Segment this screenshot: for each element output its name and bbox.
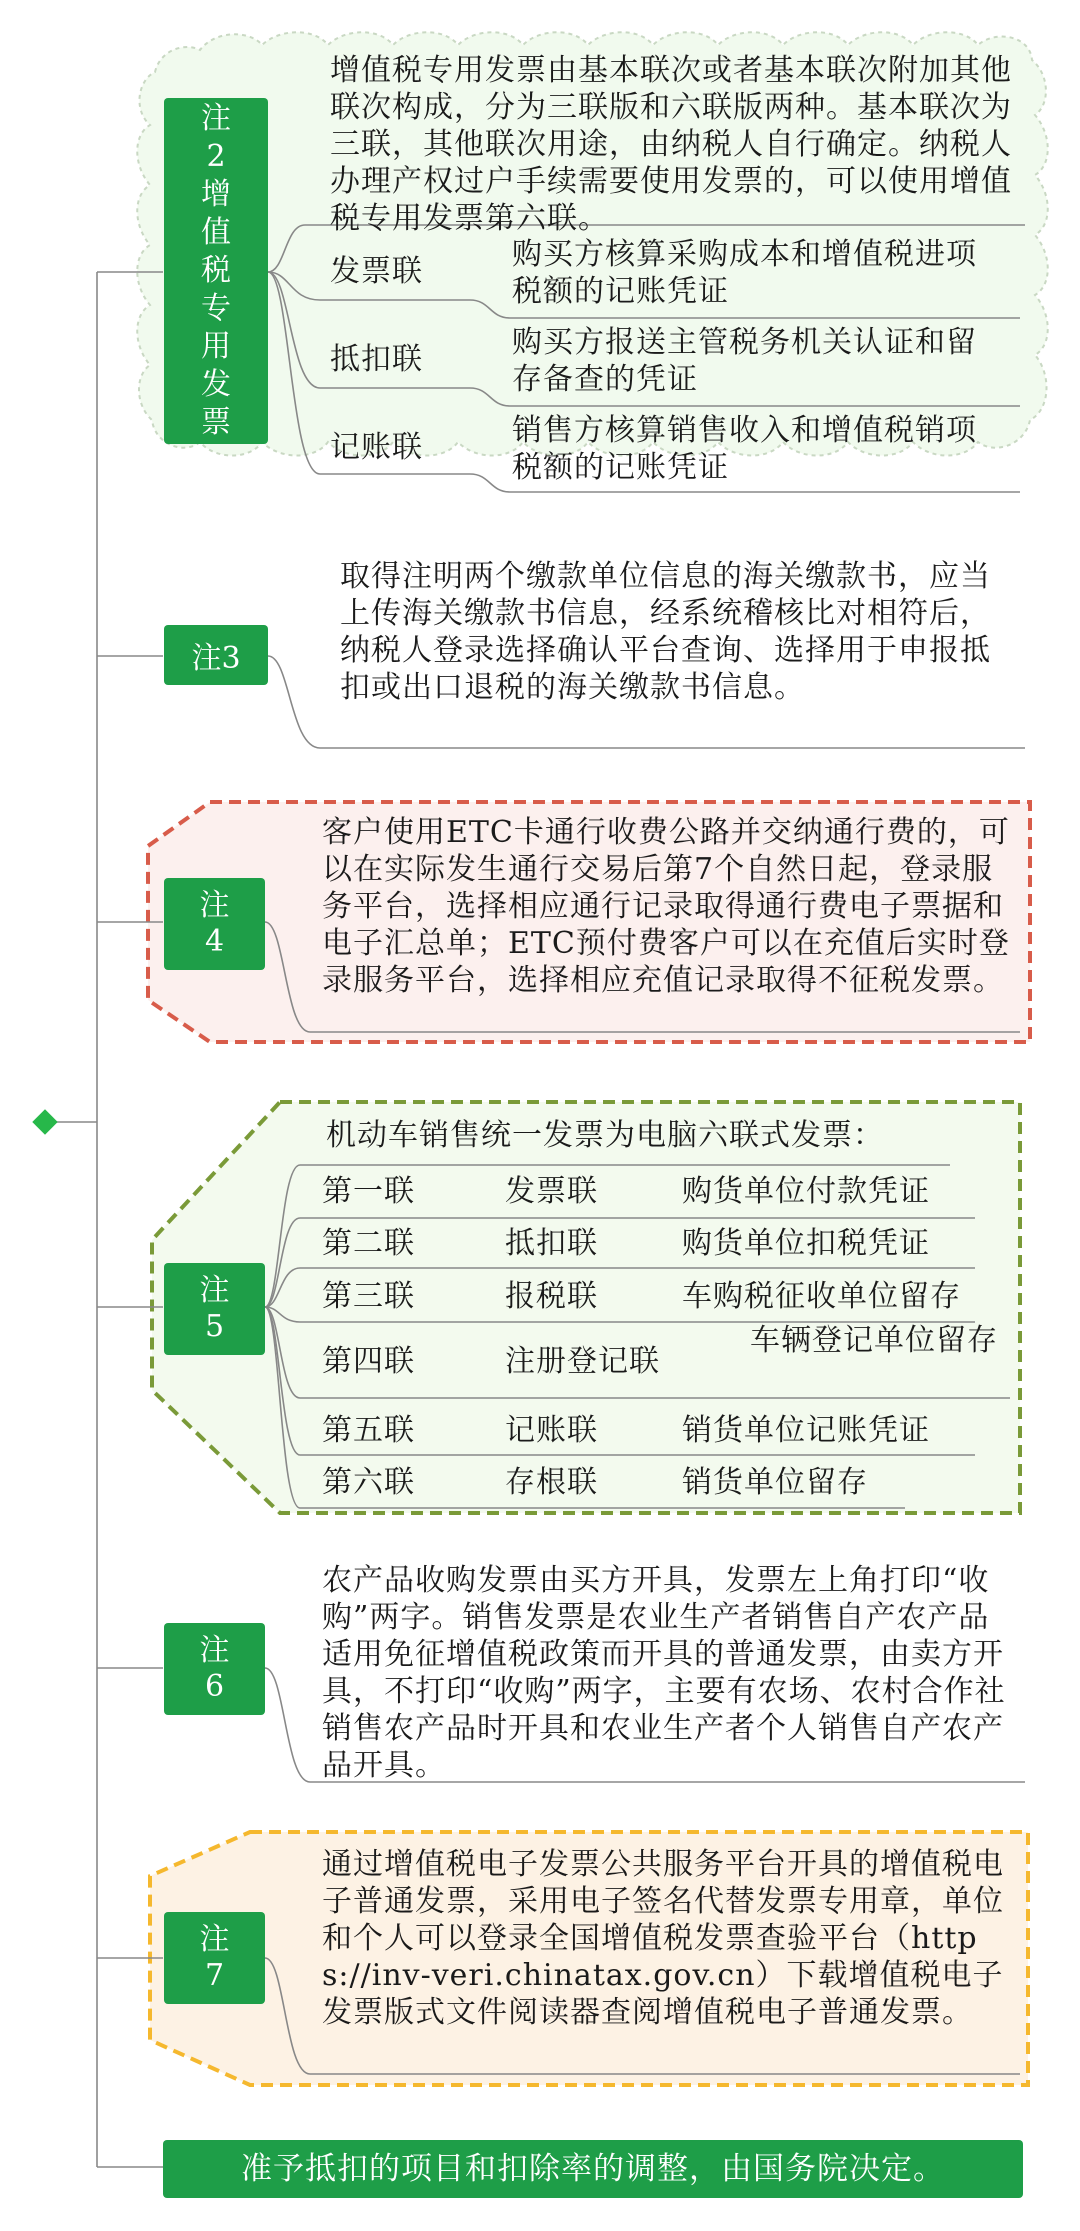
- note3-tag: 注3: [164, 625, 268, 685]
- note4-text: 客户使用ETC卡通行收费公路并交纳通行费的，可以在实际发生通行交易后第7个自然日起，登录服务平台，选择相应通行记录取得通行费电子票据和电子汇总单；ETC预付费客户可以在充值后实时登录服务平台，选择相应充值记录取得不征税发票。: [322, 815, 1010, 998]
- note2-item-desc: 购买方核算采购成本和增值税进项税额的记账凭证: [512, 237, 977, 309]
- note4-tag-line2: 4: [204, 924, 225, 959]
- note2-tag-char: 税: [201, 253, 231, 288]
- note4-tag: [164, 878, 265, 970]
- note5-row-c1: 第四联: [322, 1344, 415, 1379]
- note6-tag: [164, 1623, 265, 1715]
- note2-tag-char: 注: [201, 101, 231, 136]
- note2-tag-char: 票: [201, 405, 231, 440]
- note5-tag-line1: 注: [199, 1273, 230, 1308]
- note6-tag-line2: 6: [204, 1669, 225, 1704]
- note2-tag-char: 专: [201, 291, 231, 326]
- note2-tag-char: 增: [201, 177, 231, 212]
- note2-item-name: 发票联: [330, 254, 423, 289]
- note2-item-name: 记账联: [330, 430, 423, 465]
- note5-row-c2: 记账联: [505, 1413, 598, 1448]
- note5-tag: [164, 1263, 265, 1355]
- note5-row-c1: 第二联: [322, 1226, 415, 1261]
- note2-tag-char: 发: [201, 367, 231, 402]
- note5-row-c3: 销货单位记账凭证: [682, 1413, 930, 1448]
- note5-heading: 机动车销售统一发票为电脑六联式发票：: [326, 1118, 884, 1153]
- note5-row-c3: 车辆登记单位留存: [750, 1323, 998, 1358]
- note2-tag: [164, 98, 268, 444]
- note2-tag-char: 用: [201, 329, 231, 364]
- note5-row-c1: 第六联: [322, 1465, 415, 1500]
- note5-row-c2: 报税联: [505, 1279, 598, 1314]
- note3-text: 取得注明两个缴款单位信息的海关缴款书，应当上传海关缴款书信息，经系统稽核比对相符后，纳税人登录选择确认平台查询、选择用于申报抵扣或出口退税的海关缴款书信息。: [340, 559, 991, 705]
- note2-item-desc: 购买方报送主管税务机关认证和留存备查的凭证: [512, 325, 977, 397]
- note5-row-c3: 销货单位留存: [682, 1465, 868, 1500]
- note5-row-c2: 存根联: [505, 1465, 598, 1500]
- footer-bar: 准予抵扣的项目和扣除率的调整，由国务院决定。: [163, 2140, 1023, 2198]
- note2-item-name: 抵扣联: [330, 342, 423, 377]
- note5-row-c1: 第一联: [322, 1174, 415, 1209]
- note7-tag-line1: 注: [199, 1922, 230, 1957]
- note5-row-c2: 注册登记联: [505, 1344, 660, 1379]
- note2-item-desc: 销售方核算销售收入和增值税销项税额的记账凭证: [512, 413, 977, 485]
- note2-intro: 增值税专用发票由基本联次或者基本联次附加其他联次构成，分为三联版和六联版两种。基本联次为三联，其他联次用途，由纳税人自行确定。纳税人办理产权过户手续需要使用发票的，可以使用增值税专用发票第六联。: [330, 53, 1012, 236]
- note5-row-c3: 购货单位付款凭证: [682, 1174, 930, 1209]
- note2-tag-char: 值: [201, 215, 231, 250]
- note6-text: 农产品收购发票由买方开具，发票左上角打印“收购”两字。销售发票是农业生产者销售自产农产品适用免征增值税政策而开具的普通发票，由卖方开具，不打印“收购”两字，主要有农场、农村合作社销售农产品时开具和农业生产者个人销售自产农产品开具。: [322, 1563, 1006, 1783]
- note5-row-c1: 第五联: [322, 1413, 415, 1448]
- note5-row-c1: 第三联: [322, 1279, 415, 1314]
- note5-row-c2: 发票联: [505, 1174, 598, 1209]
- note7-text: 通过增值税电子发票公共服务平台开具的增值税电子普通发票，采用电子签名代替发票专用章，单位和个人可以登录全国增值税发票查验平台（https://inv-veri.chinatax.gov.cn）下载增值税电子发票版式文件阅读器查阅增值税电子普通发票。: [322, 1847, 1004, 2030]
- note5-row-c3: 车购税征收单位留存: [682, 1279, 961, 1314]
- note7-tag: [164, 1912, 265, 2004]
- note2-tag-char: 2: [206, 139, 226, 174]
- note4-tag-line1: 注: [199, 888, 230, 923]
- note5-row-c2: 抵扣联: [505, 1226, 598, 1261]
- note5-tag-line2: 5: [204, 1309, 225, 1344]
- note5-row-c3: 购货单位扣税凭证: [682, 1226, 930, 1261]
- note7-tag-line2: 7: [204, 1958, 225, 1993]
- note6-tag-line1: 注: [199, 1633, 230, 1668]
